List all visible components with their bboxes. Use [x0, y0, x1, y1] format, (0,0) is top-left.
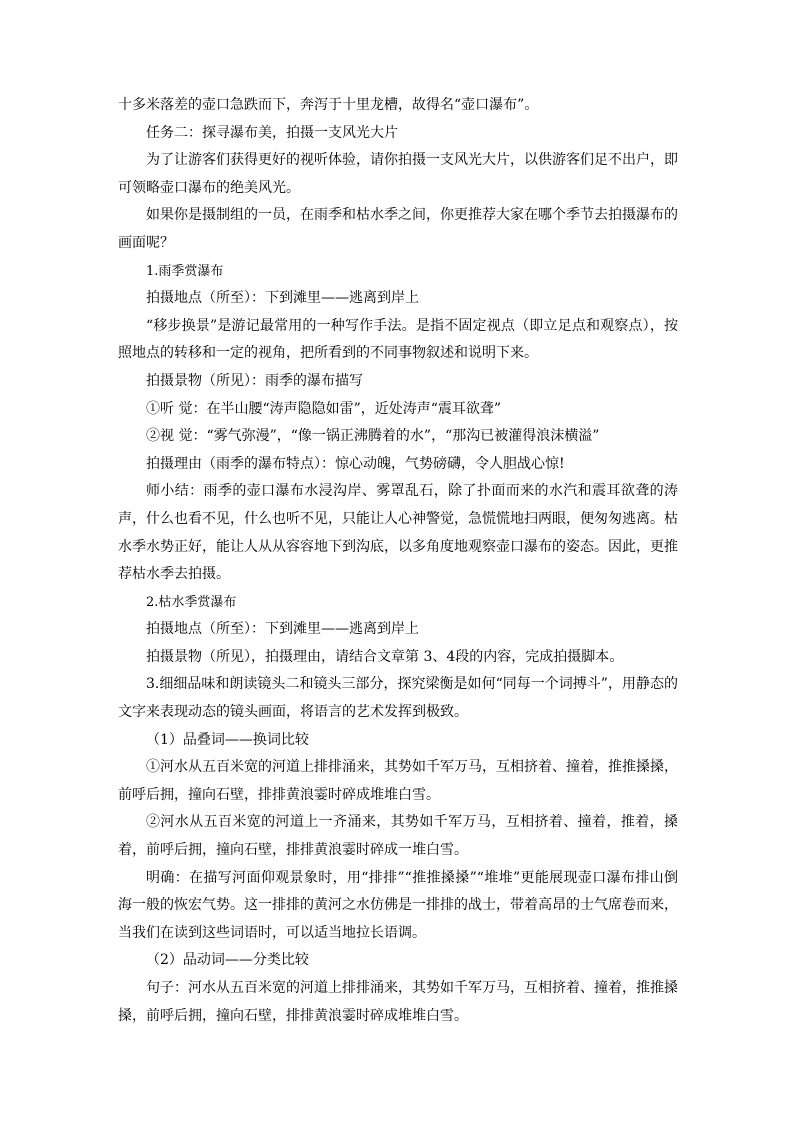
section-rainy-season: 1.雨季赏瀑布: [146, 263, 224, 279]
task-two-heading: 任务二：探寻瀑布美，拍摄一支风光大片: [146, 124, 398, 141]
paragraph-3: 为了让游客们获得更好的视听体验，请你拍摄一支风光大片，以供游客们足不出户，即可领略壶口瀑布的绝美风光。: [118, 152, 678, 196]
document-body: [118, 92, 678, 1030]
paragraph-11: 拍摄理由（雨季的瀑布特点）：惊心动魄，气势磅礴，令人胆战心惊!: [146, 455, 565, 472]
paragraph-18: ①河水从五百米宽的河道上排排涌来，其势如千军万马，互相挤着、撞着，推推搡搡，前呼后拥，撞向石壁，排排黄浪霎时碎成堆堆白雪。: [118, 759, 678, 803]
paragraph-1: 十多米落差的壶口急跌而下，奔泻于十里龙槽，故得名“壶口瀑布”。: [118, 97, 539, 113]
paragraph-16: 3.细细品味和朗读镜头二和镜头三部分，探究梁衡是如何“同每一个词搏斗”，用静态的文字来表现动态的镜头画面，将语言的艺术发挥到极致。: [118, 676, 678, 721]
paragraph-4: 如果你是摄制组的一员，在雨季和枯水季之间，你更推荐大家在哪个季节去拍摄瀑布的画面呢？: [118, 207, 678, 251]
paragraph-10: ②视 觉：“雾气弥漫”，“像一锅正沸腾着的水”，“那沟已被灌得浪沫横溢”: [146, 428, 600, 445]
section-dry-season: 2.枯水季赏瀑布: [146, 594, 237, 610]
paragraph-7: “移步换景”是游记最常用的一种写作手法。是指不固定视点（即立足点和观察点），按照地点的转移和一定的视角，把所看到的不同事物叙述和说明下来。: [118, 317, 678, 362]
paragraph-14: 拍摄地点（所至）：下到滩里——逃离到岸上: [146, 621, 419, 638]
paragraph-20: 明确：在描写河面仰观景象时，用“排排”“推推搡搡”“堆堆”更能展现壶口瀑布排山倒海一般的恢宏气势。这一排排的黄河之水仿佛是一排排的战士，带着高昂的士气席卷而来，当我们在读到这些词语时，可以适当地拉长语调。: [118, 869, 678, 941]
subsection-reduplication: （1）品叠词——换词比较: [146, 731, 309, 748]
paragraph-15: 拍摄景物（所见），拍摄理由，请结合文章第 3、4段的内容，完成拍摄脚本。: [146, 648, 624, 665]
paragraph-6: 拍摄地点（所至）：下到滩里——逃离到岸上: [146, 290, 419, 307]
paragraph-8: 拍摄景物（所见）：雨季的瀑布描写: [146, 372, 363, 389]
subsection-verbs: （2）品动词——分类比较: [146, 952, 309, 969]
paragraph-22: 句子：河水从五百米宽的河道上排排涌来，其势如千军万马，互相挤着、撞着，推推搡搡，前呼后拥，撞向石壁，排排黄浪霎时碎成堆堆白雪。: [118, 980, 678, 1024]
paragraph-19: ②河水从五百米宽的河道上一齐涌来，其势如千军万马，互相挤着、撞着，推着，搡着，前呼后拥，撞向石壁，排排黄浪霎时碎成一堆白雪。: [118, 814, 678, 859]
paragraph-9: ①听 觉：在半山腰“涛声隐隐如雷”，近处涛声“震耳欲聋”: [146, 400, 502, 417]
paragraph-12: 师小结：雨季的壶口瀑布水浸沟岸、雾罩乱石，除了扑面而来的水汽和震耳欲聋的涛声，什么也看不见，什么也听不见，只能让人心神警觉，急慌慌地扫两眼，便匆匆逃离。枯水季水势正好，能让人从从容容地下到沟底，以多角度地观察壶口瀑布的姿态。因此，更推荐枯水季去拍摄。: [118, 483, 678, 583]
